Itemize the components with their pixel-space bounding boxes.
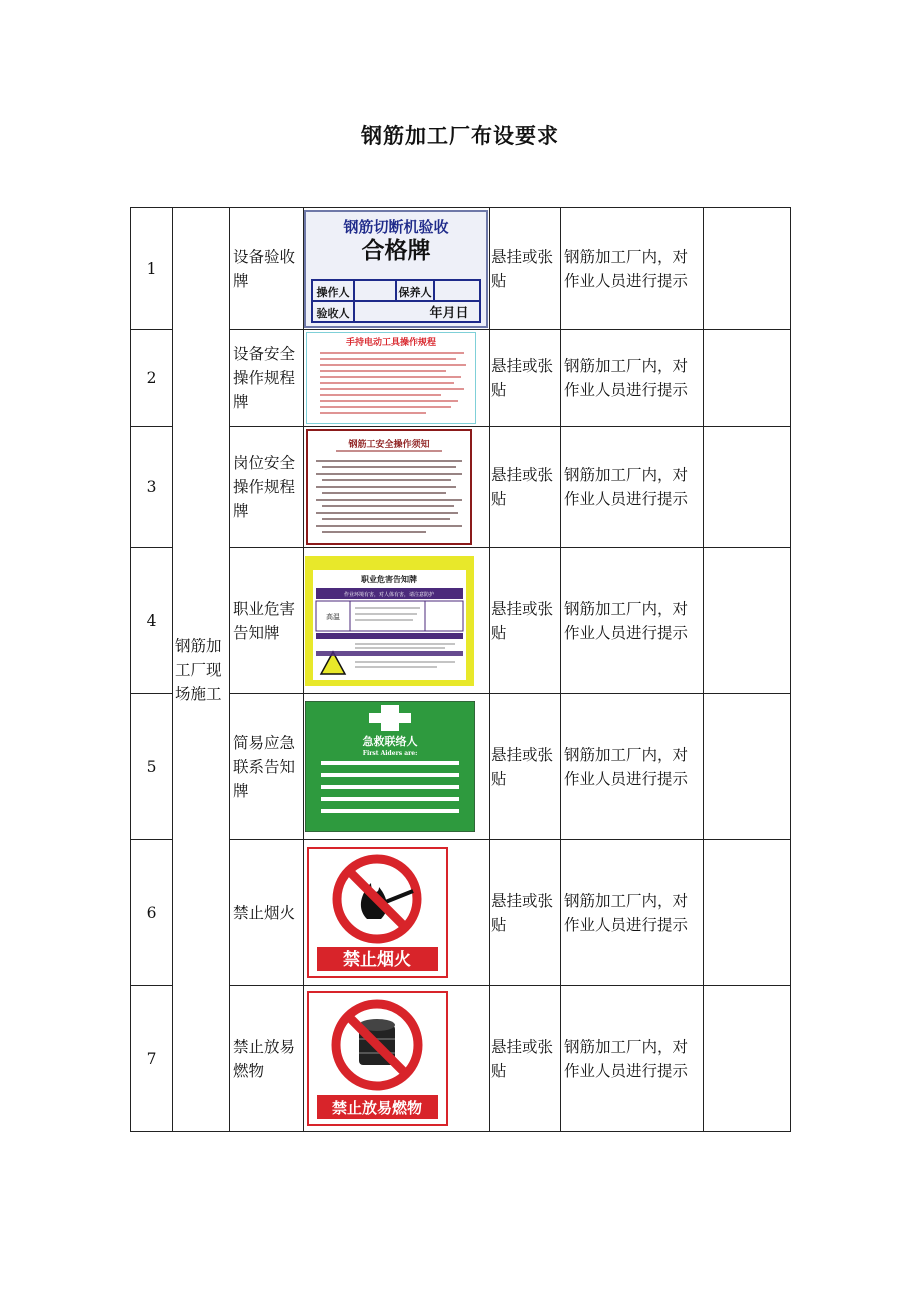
item-name: 设备验收牌 — [230, 208, 304, 330]
page-title: 钢筋加工厂布设要求 — [361, 123, 559, 148]
no-flammables-sign — [307, 991, 448, 1126]
sign3-title: 钢筋工安全操作须知 — [348, 440, 430, 450]
sign-image-cell — [304, 694, 490, 840]
tool-operation-rules-sign — [306, 332, 476, 424]
item-name: 职业危害告知牌 — [230, 548, 304, 694]
sign-image-cell — [304, 840, 490, 986]
sign5-subtitle: First Aiders are: — [362, 750, 418, 757]
install-purpose: 钢筋加工厂内，对作业人员进行提示 — [561, 986, 704, 1132]
area-cell — [173, 208, 230, 1132]
install-method: 悬挂或张贴 — [490, 208, 561, 330]
install-method: 悬挂或张贴 — [490, 694, 561, 840]
sign4-banner: 作业环境有害，对人体有害，请注意防护 — [343, 591, 435, 598]
blank-cell — [704, 330, 791, 427]
install-purpose: 钢筋加工厂内，对作业人员进行提示 — [561, 330, 704, 427]
area-label: 钢筋加工厂现场施工 — [175, 636, 222, 703]
sign1-guarantor: 保养人 — [398, 285, 432, 299]
install-purpose: 钢筋加工厂内，对作业人员进行提示 — [561, 548, 704, 694]
sign-image-cell — [304, 330, 490, 427]
sign-image-cell — [304, 548, 490, 694]
first-aid-contact-sign — [305, 701, 475, 832]
blank-cell — [704, 986, 791, 1132]
install-method: 悬挂或张贴 — [490, 986, 561, 1132]
table-row — [131, 208, 791, 330]
table-row — [131, 427, 791, 548]
item-name: 设备安全操作规程牌 — [230, 330, 304, 427]
equipment-acceptance-sign — [304, 210, 488, 328]
occupational-hazard-sign — [305, 556, 474, 686]
sign2-title: 手持电动工具操作规程 — [345, 338, 437, 348]
item-name: 简易应急联系告知牌 — [230, 694, 304, 840]
sign1-operator: 操作人 — [316, 285, 350, 299]
blank-cell — [704, 208, 791, 330]
rebar-worker-safety-sign — [306, 429, 472, 545]
install-method: 悬挂或张贴 — [490, 840, 561, 986]
blank-cell — [704, 694, 791, 840]
blank-cell — [704, 548, 791, 694]
sign6-label: 禁止烟火 — [343, 950, 411, 970]
install-purpose: 钢筋加工厂内，对作业人员进行提示 — [561, 694, 704, 840]
item-name: 禁止放易燃物 — [230, 986, 304, 1132]
install-purpose: 钢筋加工厂内，对作业人员进行提示 — [561, 208, 704, 330]
install-purpose: 钢筋加工厂内，对作业人员进行提示 — [561, 840, 704, 986]
row-number: 5 — [131, 694, 173, 840]
blank-cell — [704, 427, 791, 548]
sign-image-cell — [304, 986, 490, 1132]
sign-image-cell — [304, 427, 490, 548]
row-number: 4 — [131, 548, 173, 694]
sign4-hazard: 高温 — [326, 612, 340, 621]
table-row — [131, 986, 791, 1132]
sign1-inspector: 验收人 — [316, 306, 350, 320]
item-name: 岗位安全操作规程牌 — [230, 427, 304, 548]
sign7-label: 禁止放易燃物 — [331, 1099, 423, 1117]
sign-image-cell — [304, 208, 490, 330]
row-number: 7 — [131, 986, 173, 1132]
table-row — [131, 330, 791, 427]
sign4-title: 职业危害告知牌 — [361, 573, 417, 584]
no-fire-sign — [307, 847, 448, 978]
item-name: 禁止烟火 — [230, 840, 304, 986]
sign1-line2: 合格牌 — [361, 236, 431, 264]
sign1-date: 年月日 — [429, 305, 469, 321]
install-method: 悬挂或张贴 — [490, 548, 561, 694]
table-row — [131, 840, 791, 986]
row-number: 2 — [131, 330, 173, 427]
row-number: 1 — [131, 208, 173, 330]
blank-cell — [704, 840, 791, 986]
table-row — [131, 694, 791, 840]
table-row — [131, 548, 791, 694]
sign5-title: 急救联络人 — [362, 735, 418, 748]
row-number: 3 — [131, 427, 173, 548]
install-method: 悬挂或张贴 — [490, 427, 561, 548]
install-purpose: 钢筋加工厂内，对作业人员进行提示 — [561, 427, 704, 548]
row-number: 6 — [131, 840, 173, 986]
sign1-line1: 钢筋切断机验收 — [343, 217, 449, 236]
install-method: 悬挂或张贴 — [490, 330, 561, 427]
requirements-table — [130, 207, 791, 1132]
